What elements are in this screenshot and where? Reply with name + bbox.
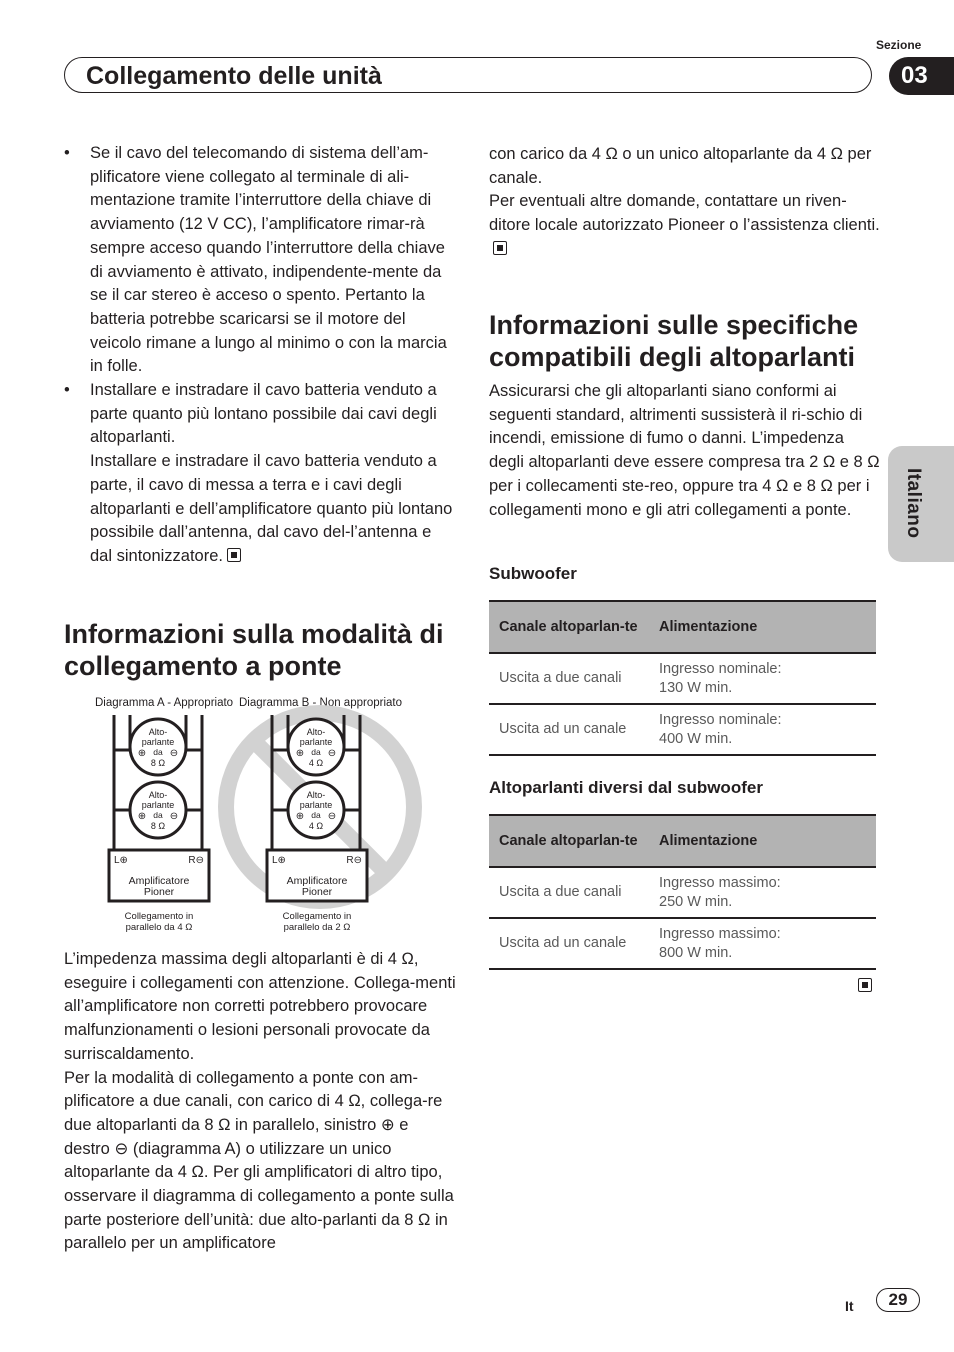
speaker-icon <box>288 782 344 838</box>
svg-text:Alto-: Alto- <box>306 790 326 800</box>
svg-text:parlante: parlante <box>299 737 333 747</box>
bullet-list <box>64 142 456 569</box>
speaker-icon <box>288 719 344 775</box>
diagram-b <box>267 715 367 933</box>
subwoofer-table <box>489 600 876 756</box>
speaker-specs-paragraph: Assicurarsi che gli altoparlanti siano conformi ai seguenti standard, altrimenti sussisterà il ri-schio di incendi, emissione di fumo o danni. L’impedenza degli altoparlanti deve essere compresa tra 2 Ω e 8 Ω per i collecamenti ste-reo, oppure tra 4 Ω e 8 Ω per i collegamenti mono e gli atri collegamenti a ponte. <box>489 382 880 519</box>
svg-text:⊖: ⊖ <box>169 811 179 822</box>
bridge-wiring-diagram <box>84 690 430 934</box>
column-header: Alimentazione <box>649 601 876 653</box>
section-number-badge: 03 <box>889 57 954 95</box>
table-row <box>489 704 876 755</box>
svg-text:parlante: parlante <box>141 800 175 810</box>
svg-text:L⊕: L⊕ <box>272 855 286 866</box>
svg-text:Amplificatore: Amplificatore <box>286 875 348 887</box>
table-cell: Ingresso massimo: 250 W min. <box>649 867 876 918</box>
svg-text:Pioner: Pioner <box>143 886 175 898</box>
other-speakers-table <box>489 814 876 970</box>
column-header: Canale altoparlan-te <box>489 601 649 653</box>
table-cell: Ingresso nominale: 400 W min. <box>649 704 876 755</box>
speaker-icon <box>130 782 186 838</box>
diagram-b-caption: Collegamento in <box>282 911 352 922</box>
column-header: Alimentazione <box>649 815 876 867</box>
continued-text: con carico da 4 Ω o un unico altoparlante da 4 Ω per canale. <box>489 145 872 187</box>
svg-text:Amplificatore: Amplificatore <box>128 875 190 887</box>
diagram-a-caption: Collegamento in <box>124 911 194 922</box>
diagram-b-label: Diagramma B - Non appropriato <box>239 697 402 709</box>
svg-text:4 Ω: 4 Ω <box>308 758 324 768</box>
table-cell: Uscita a due canali <box>489 653 649 704</box>
table-header-row <box>489 815 876 867</box>
svg-text:⊕: ⊕ <box>295 811 305 822</box>
speaker-icon <box>130 719 186 775</box>
table-row <box>489 918 876 969</box>
bridge-paragraph-2: Per la modalità di collegamento a ponte con am-plificatore a due canali, con carico di 4 Ω, collega-re due altoparlanti da 8 Ω in parallelo, sinistro ⊕ e destro ⊖ (diagramma A) o utilizzare un unico altoparlante da 4 Ω. Per gli amplificatori di altro tipo, osservare il diagramma di collegamento a ponte sulla parte posteriore dell’unità: due alto-parlanti da 8 Ω in parallelo per un amplificatore <box>64 1068 454 1253</box>
diagram-a <box>109 715 209 933</box>
list-item <box>64 142 456 379</box>
svg-text:⊕: ⊕ <box>137 748 147 759</box>
table-cell: Uscita a due canali <box>489 867 649 918</box>
section-label: Sezione <box>876 38 922 52</box>
table-header-row <box>489 601 876 653</box>
svg-text:Alto-: Alto- <box>306 727 326 737</box>
footer-language-code: It <box>845 1298 854 1314</box>
svg-text:da: da <box>311 810 321 820</box>
bullet-dot: • <box>64 381 70 400</box>
speaker-specs-heading: Informazioni sulle specifiche compatibili degli altoparlanti <box>489 310 859 372</box>
svg-text:da: da <box>153 747 163 757</box>
svg-text:R⊖: R⊖ <box>188 855 204 866</box>
language-tab-label: Italiano <box>903 468 924 539</box>
svg-text:⊖: ⊖ <box>327 748 337 759</box>
continued-paragraph <box>489 143 881 262</box>
bridge-mode-heading: Informazioni sulla modalità di collegamento a ponte <box>64 619 444 681</box>
page-title: Collegamento delle unità <box>86 62 382 90</box>
svg-text:Pioner: Pioner <box>301 886 333 898</box>
bridge-paragraph <box>64 948 456 1256</box>
end-of-section-icon <box>227 548 241 562</box>
table-cell: Ingresso massimo: 800 W min. <box>649 918 876 969</box>
end-of-section-icon <box>493 241 507 255</box>
svg-text:parlante: parlante <box>141 737 175 747</box>
table-cell: Uscita ad un canale <box>489 704 649 755</box>
other-speakers-title: Altoparlanti diversi dal subwoofer <box>489 778 763 797</box>
svg-text:R⊖: R⊖ <box>346 855 362 866</box>
page-number: 29 <box>876 1288 920 1312</box>
svg-text:Alto-: Alto- <box>148 790 168 800</box>
diagram-a-caption: parallelo da 4 Ω <box>125 922 193 933</box>
diagram-a-label: Diagramma A - Appropriato <box>95 697 234 709</box>
bullet-text: Se il cavo del telecomando di sistema dell’am-plificatore viene collegato al terminale di ali-mentazione tramite l’interruttore della chiave di avviamento (12 V CC), l’amplificatore rimar-rà sempre acceso quando l’interruttore della chiave di avviamento è attivato, indipendente-mente da se il car stereo è acceso o spento. Pertanto la batteria potrebbe scaricarsi se il motore del veicolo rimane a lungo al minimo o con la marcia in folle. <box>90 144 447 376</box>
subwoofer-title: Subwoofer <box>489 564 577 583</box>
table-row <box>489 653 876 704</box>
bridge-paragraph-1: L’impedenza massima degli altoparlanti è di 4 Ω, eseguire i collegamenti con attenzione. Collega-menti all’amplificatore non corretti potrebbero provocare malfunzionamenti o lesioni personali provocate da surriscaldamento. <box>64 950 456 1063</box>
svg-text:da: da <box>311 747 321 757</box>
amplifier-box <box>267 850 367 901</box>
list-item <box>64 379 456 569</box>
svg-text:8 Ω: 8 Ω <box>150 758 166 768</box>
svg-text:da: da <box>153 810 163 820</box>
table-cell: Uscita ad un canale <box>489 918 649 969</box>
svg-text:⊕: ⊕ <box>137 811 147 822</box>
svg-text:Alto-: Alto- <box>148 727 168 737</box>
table-row <box>489 867 876 918</box>
diagram-b-caption: parallelo da 2 Ω <box>283 922 351 933</box>
bullet-dot: • <box>64 144 70 162</box>
svg-text:⊕: ⊕ <box>295 748 305 759</box>
svg-text:8 Ω: 8 Ω <box>150 821 166 831</box>
amplifier-box <box>109 850 209 901</box>
svg-text:⊖: ⊖ <box>327 811 337 822</box>
column-header: Canale altoparlan-te <box>489 815 649 867</box>
svg-text:⊖: ⊖ <box>169 748 179 759</box>
contact-text: Per eventuali altre domande, contattare un riven-ditore locale autorizzato Pioneer o l’assistenza clienti. <box>489 192 880 235</box>
end-of-section-icon <box>858 978 872 992</box>
bullet-text: Installare e instradare il cavo batteria venduto a parte quanto più lontano possibile dai cavi degli altoparlanti. <box>90 381 437 447</box>
svg-text:parlante: parlante <box>299 800 333 810</box>
svg-text:L⊕: L⊕ <box>114 855 128 866</box>
table-cell: Ingresso nominale: 130 W min. <box>649 653 876 704</box>
svg-text:4 Ω: 4 Ω <box>308 821 324 831</box>
bullet-text-continued: Installare e instradare il cavo batteria venduto a parte, il cavo di messa a terra e i cavi degli altoparlanti e dell’amplificatore quanto più lontano possibile dall’antenna, dal cavo del-l’antenna e dal sintonizzatore. <box>90 452 453 565</box>
